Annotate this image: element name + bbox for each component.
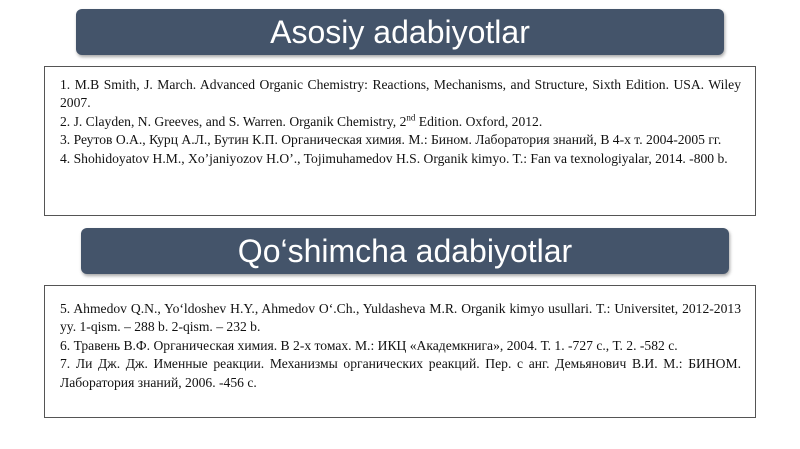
main-literature-list [44,66,756,216]
reference-item-7: 7. Ли Дж. Дж. Именные реакции. Механизмы органических реакций. Пер. с анг. Демьянович В.И. М.: БИНОМ. Лаборатория знаний, 2006. -456 с. [60,356,741,390]
reference-item-2 [60,113,741,131]
reference-item-2-ordinal-suffix: nd [406,112,416,123]
reference-item-6: 6. Травень В.Ф. Органическая химия. В 2-х томах. М.: ИКЦ «Академкнига», 2004. Т. 1. -727 с., Т. 2. -582 с. [60,337,678,353]
additional-literature-heading: Qo‘shimcha adabiyotlar [81,228,729,274]
reference-item-3: 3. Реутов О.А., Курц А.Л., Бутин К.П. Органическая химия. М.: Бином. Лаборатория знаний, В 4-х т. 2004-2005 гг. [60,132,722,148]
reference-item-2-main: 2. J. Clayden, N. Greeves, and S. Warren. Organik Chemistry, 2 [60,113,407,129]
reference-item-1: 1. M.B Smith, J. March. Advanced Organic Chemistry: Reactions, Mechanisms, and Structure, Sixth Edition. USA. Wiley 2007. [60,77,741,111]
reference-item-4: 4. Shohidoyatov H.M., Xo’janiyozov H.O’., Tojimuhamedov H.S. Organik kimyo. T.: Fan va texnologiyalar, 2014. -800 b. [60,150,728,166]
reference-item-2-rest: Edition. Oxford, 2012. [415,113,543,129]
main-literature-heading: Asosiy adabiyotlar [76,9,724,55]
reference-item-5: 5. Ahmedov Q.N., Yo‘ldoshev H.Y., Ahmedov O‘.Ch., Yuldasheva M.R. Organik kimyo usullari. T.: Universitet, 2012-2013 yy. 1-qism. – 288 b. 2-qism. – 232 b. [60,301,741,335]
additional-literature-list [44,285,756,418]
